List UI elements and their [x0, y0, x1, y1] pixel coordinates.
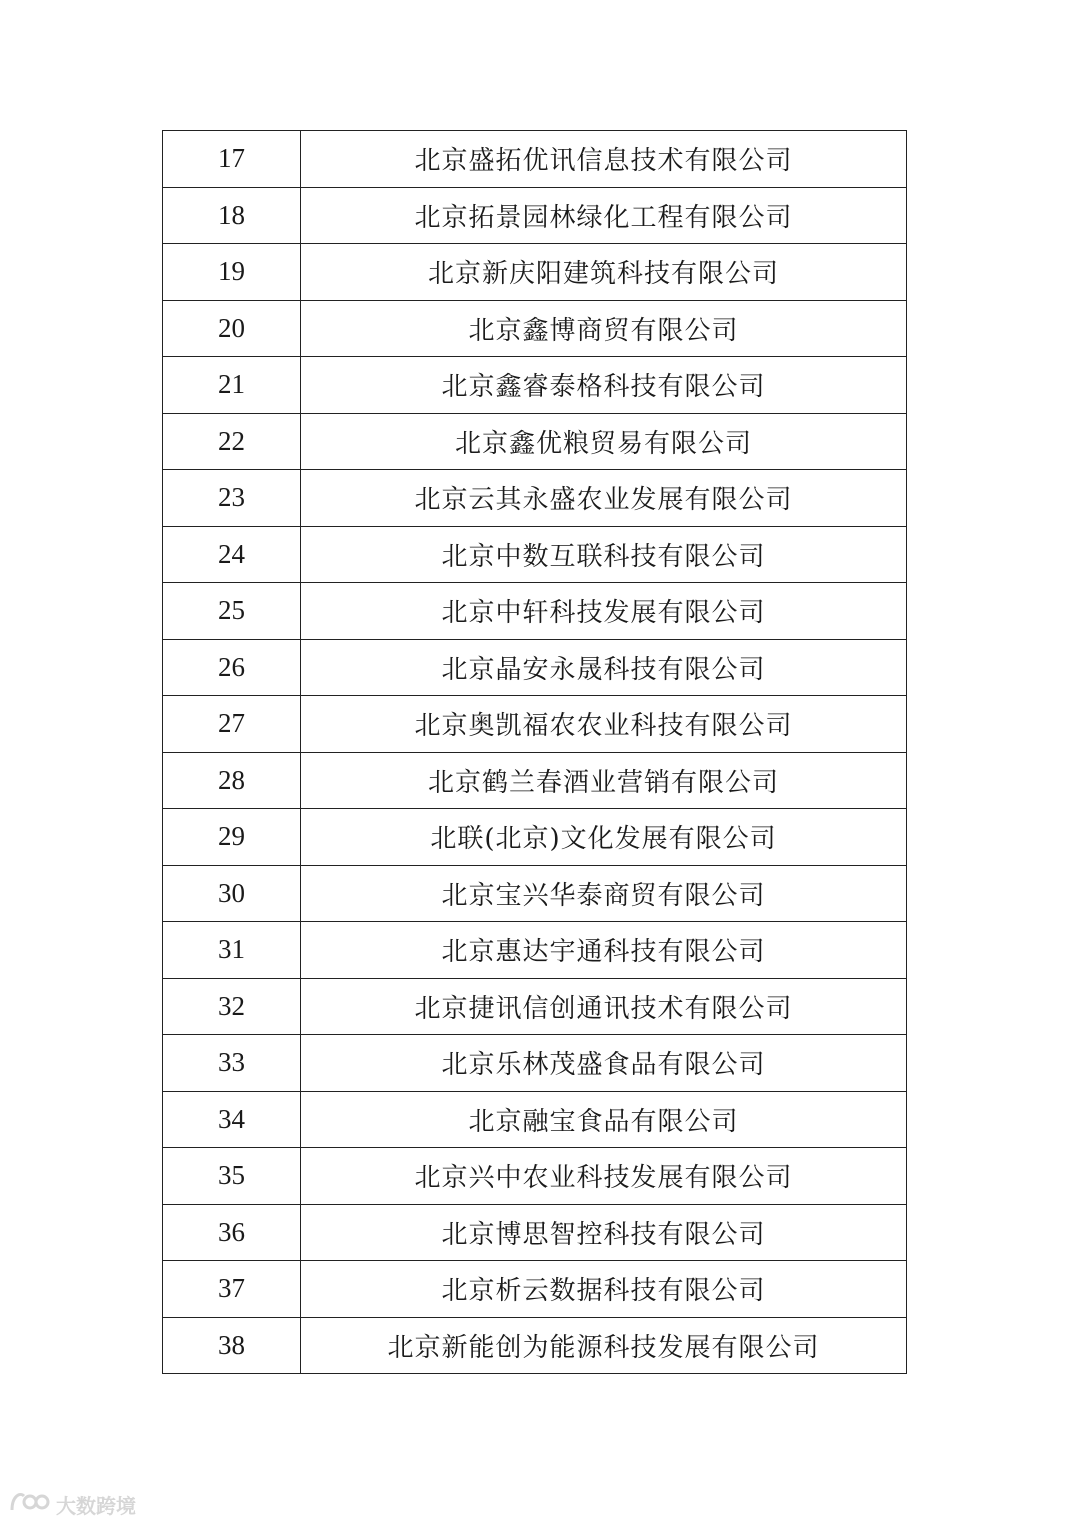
company-name: 北京中数互联科技有限公司 [301, 526, 907, 583]
row-number: 24 [163, 526, 301, 583]
table-row [163, 470, 907, 527]
company-name: 北京晶安永晟科技有限公司 [301, 639, 907, 696]
table-row [163, 244, 907, 301]
row-number: 21 [163, 357, 301, 414]
table-row [163, 696, 907, 753]
row-number: 29 [163, 809, 301, 866]
row-number: 18 [163, 187, 301, 244]
table-row [163, 1091, 907, 1148]
row-number: 20 [163, 300, 301, 357]
row-number: 27 [163, 696, 301, 753]
row-number: 25 [163, 583, 301, 640]
row-number: 28 [163, 752, 301, 809]
table-row [163, 809, 907, 866]
row-number: 23 [163, 470, 301, 527]
table-row [163, 639, 907, 696]
company-name: 北京惠达宇通科技有限公司 [301, 922, 907, 979]
company-name: 北京鑫优粮贸易有限公司 [301, 413, 907, 470]
company-name: 北京兴中农业科技发展有限公司 [301, 1148, 907, 1205]
company-name: 北京捷讯信创通讯技术有限公司 [301, 978, 907, 1035]
table-row [163, 1148, 907, 1205]
company-name: 北京云其永盛农业发展有限公司 [301, 470, 907, 527]
row-number: 26 [163, 639, 301, 696]
company-name: 北京博思智控科技有限公司 [301, 1204, 907, 1261]
row-number: 17 [163, 131, 301, 188]
table-row [163, 583, 907, 640]
company-name: 北京析云数据科技有限公司 [301, 1261, 907, 1318]
table-row [163, 1261, 907, 1318]
row-number: 37 [163, 1261, 301, 1318]
row-number: 31 [163, 922, 301, 979]
watermark-text: 大数跨境 [56, 1494, 136, 1518]
company-name: 北联(北京)文化发展有限公司 [301, 809, 907, 866]
row-number: 34 [163, 1091, 301, 1148]
row-number: 22 [163, 413, 301, 470]
table-row [163, 357, 907, 414]
logo-icon [8, 1488, 52, 1521]
company-name: 北京新能创为能源科技发展有限公司 [301, 1317, 907, 1374]
company-name: 北京鹤兰春酒业营销有限公司 [301, 752, 907, 809]
row-number: 33 [163, 1035, 301, 1092]
company-name: 北京盛拓优讯信息技术有限公司 [301, 131, 907, 188]
table-row [163, 300, 907, 357]
row-number: 36 [163, 1204, 301, 1261]
company-name: 北京中轩科技发展有限公司 [301, 583, 907, 640]
company-name: 北京宝兴华泰商贸有限公司 [301, 865, 907, 922]
company-name: 北京拓景园林绿化工程有限公司 [301, 187, 907, 244]
company-table [162, 130, 907, 1374]
table-row [163, 1204, 907, 1261]
table-row [163, 978, 907, 1035]
table-row [163, 413, 907, 470]
company-name: 北京新庆阳建筑科技有限公司 [301, 244, 907, 301]
company-name: 北京鑫睿泰格科技有限公司 [301, 357, 907, 414]
company-name: 北京乐林茂盛食品有限公司 [301, 1035, 907, 1092]
watermark [8, 1488, 136, 1521]
company-name: 北京鑫博商贸有限公司 [301, 300, 907, 357]
table-row [163, 1317, 907, 1374]
table-row [163, 131, 907, 188]
company-name: 北京奥凯福农农业科技有限公司 [301, 696, 907, 753]
table-row [163, 922, 907, 979]
row-number: 32 [163, 978, 301, 1035]
table-row [163, 187, 907, 244]
row-number: 38 [163, 1317, 301, 1374]
row-number: 35 [163, 1148, 301, 1205]
company-name: 北京融宝食品有限公司 [301, 1091, 907, 1148]
table-row [163, 1035, 907, 1092]
table-row [163, 526, 907, 583]
row-number: 19 [163, 244, 301, 301]
table-row [163, 865, 907, 922]
table-body [163, 131, 907, 1374]
table-row [163, 752, 907, 809]
row-number: 30 [163, 865, 301, 922]
